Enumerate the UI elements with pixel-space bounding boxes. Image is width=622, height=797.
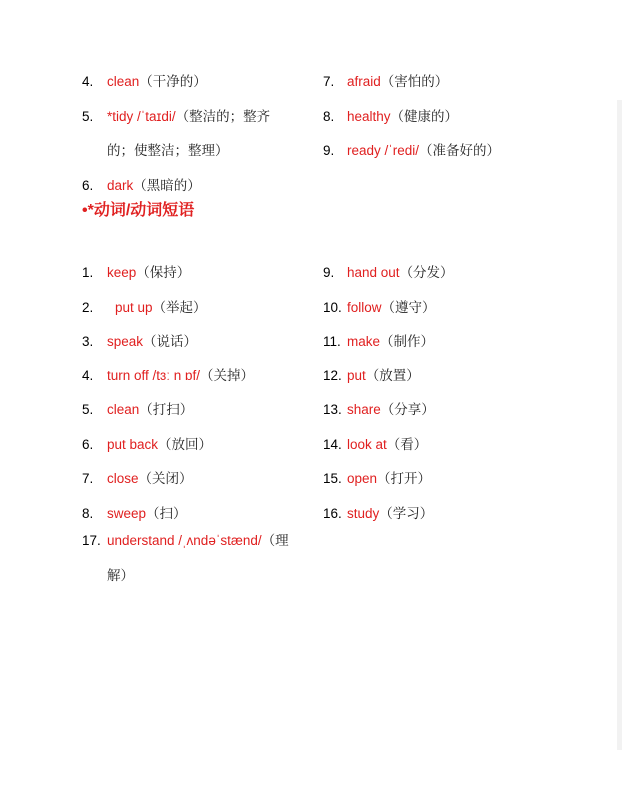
chinese-meaning: （健康的）: [390, 109, 459, 125]
english-word: open: [347, 471, 378, 486]
chinese-meaning: （学习）: [379, 506, 434, 522]
list-item: [323, 73, 448, 91]
item-number: 9.: [323, 143, 335, 158]
section-heading: •*动词/动词短语: [82, 202, 195, 219]
chinese-meaning: （遵守）: [381, 300, 436, 316]
item-number: 4.: [82, 368, 94, 383]
english-word: afraid: [347, 74, 381, 89]
english-word: share: [347, 402, 381, 417]
item-number: 8.: [82, 506, 94, 521]
item-number: 11.: [323, 334, 341, 349]
english-word: sweep: [107, 506, 147, 521]
chinese-meaning: （分发）: [399, 265, 454, 281]
item-number: 2.: [82, 300, 94, 315]
english-word: look at: [347, 437, 387, 452]
chinese-meaning: （关掉）: [200, 368, 254, 384]
item-number: 16.: [323, 506, 342, 521]
chinese-meaning: （关闭）: [138, 471, 193, 487]
chinese-meaning: （干净的）: [139, 74, 207, 90]
english-word: study: [347, 506, 380, 521]
english-word: put: [347, 368, 366, 383]
item-number: 10.: [323, 300, 342, 315]
list-item: [323, 401, 435, 419]
list-item: [323, 333, 434, 351]
item-number: 12.: [323, 368, 342, 383]
english-word: clean: [107, 402, 140, 417]
item-number: 8.: [323, 109, 335, 124]
chinese-meaning: （理: [261, 533, 289, 549]
chinese-meaning: （扫）: [146, 506, 187, 522]
list-item: [82, 108, 270, 126]
list-item: [323, 505, 433, 523]
chinese-meaning: （看）: [386, 437, 428, 453]
item-number: 1.: [82, 265, 94, 280]
item-number: 5.: [82, 109, 94, 124]
list-item: [82, 532, 289, 550]
list-item: [323, 367, 420, 385]
chinese-meaning: （放置）: [365, 368, 420, 384]
item-number: 3.: [82, 334, 94, 349]
item-number: 9.: [323, 265, 335, 280]
list-item: [82, 505, 187, 523]
english-word: keep: [107, 265, 137, 280]
item-number: 7.: [323, 74, 335, 89]
chinese-meaning: （分享）: [380, 402, 435, 418]
page-edge-shadow: [617, 100, 622, 750]
item-number: 4.: [82, 74, 94, 89]
chinese-meaning: （整洁的；整齐: [175, 109, 271, 125]
list-item: [82, 264, 190, 282]
chinese-meaning: （准备好的）: [419, 143, 501, 159]
list-item: [82, 470, 193, 488]
chinese-meaning: （打开）: [377, 471, 432, 487]
chinese-meaning: （制作）: [380, 334, 435, 350]
list-item: [82, 436, 212, 454]
list-item: [82, 73, 207, 91]
list-item: [82, 367, 254, 385]
list-item: [82, 177, 201, 195]
english-word: close: [107, 471, 139, 486]
english-word: *tidy /ˈtaɪdi/: [107, 109, 176, 124]
english-word: put back: [107, 437, 159, 452]
item-number: 17.: [82, 533, 101, 548]
english-word: healthy: [347, 109, 391, 124]
list-item: [323, 108, 458, 126]
chinese-meaning: （害怕的）: [380, 74, 449, 90]
item-number: 7.: [82, 471, 94, 486]
english-word: hand out: [347, 265, 400, 280]
chinese-meaning: （举起）: [152, 300, 207, 316]
list-item: [323, 142, 500, 160]
list-item: [323, 299, 436, 317]
list-item: [323, 436, 427, 454]
item-number: 6.: [82, 437, 94, 452]
english-word: ready /ˈredi/: [347, 143, 420, 158]
list-item: [82, 401, 193, 419]
item-number: 6.: [82, 178, 94, 193]
list-item: [323, 470, 431, 488]
chinese-meaning: （黑暗的）: [133, 178, 201, 194]
english-word: understand /ˌʌndəˈstænd/: [107, 533, 262, 548]
item-number: 5.: [82, 402, 94, 417]
english-word: put up: [115, 300, 153, 315]
english-word: turn off /tɜː n ɒf/: [107, 368, 200, 383]
item-number: 14.: [323, 437, 342, 452]
item-number: 13.: [323, 402, 342, 417]
chinese-meaning: （保持）: [136, 265, 191, 281]
list-item: [82, 299, 207, 317]
english-word: dark: [107, 178, 134, 193]
item-number: 15.: [323, 471, 342, 486]
english-word: make: [347, 334, 381, 349]
english-word: follow: [347, 300, 382, 315]
english-word: speak: [107, 334, 144, 349]
chinese-meaning-continued: 的；使整洁；整理）: [107, 143, 229, 159]
list-item: [82, 333, 197, 351]
chinese-meaning-continued: 解）: [107, 568, 134, 584]
english-word: clean: [107, 74, 140, 89]
chinese-meaning: （说话）: [143, 334, 198, 350]
chinese-meaning: （放回）: [158, 437, 213, 453]
chinese-meaning: （打扫）: [139, 402, 194, 418]
list-item: [323, 264, 454, 282]
